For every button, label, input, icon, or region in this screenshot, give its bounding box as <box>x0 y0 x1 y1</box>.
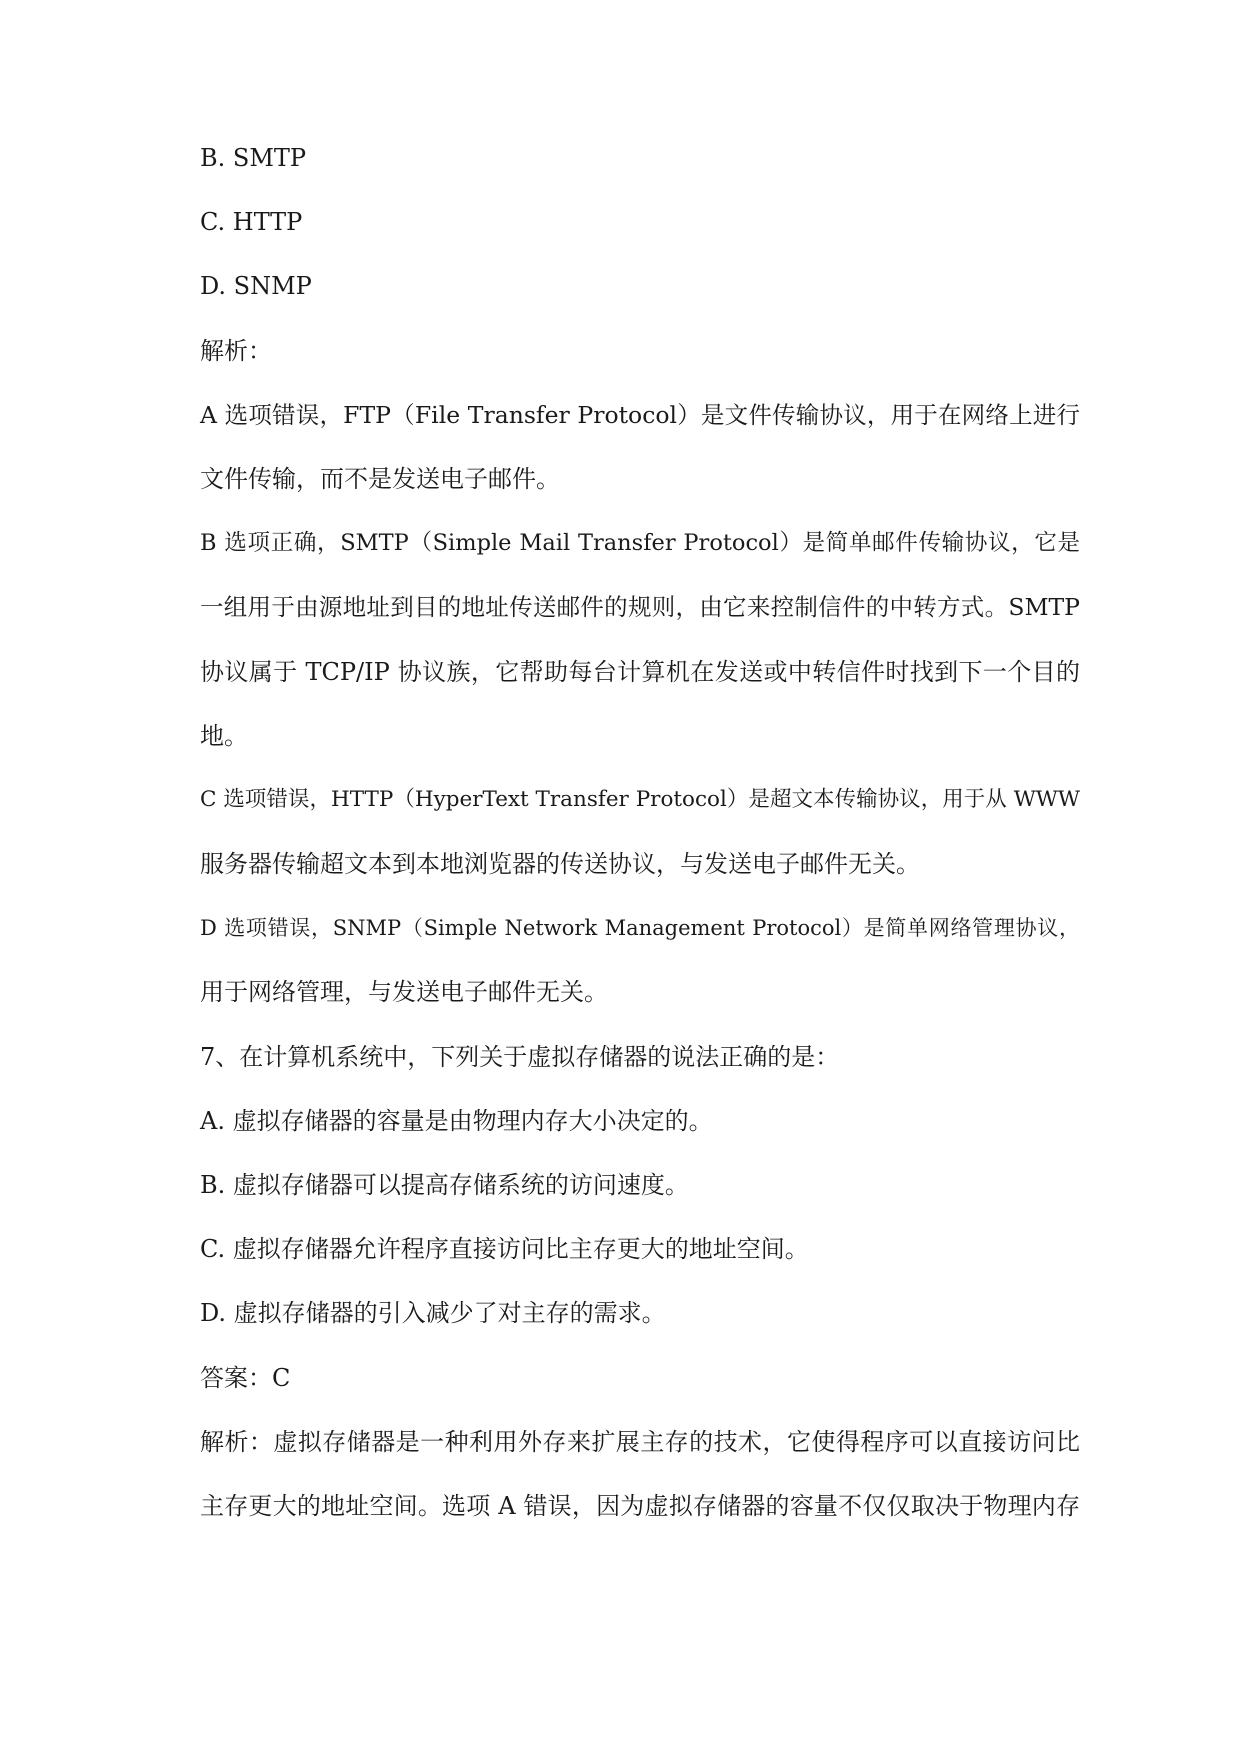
option-c: C. HTTP <box>200 208 303 237</box>
answer: 答案：C <box>200 1363 291 1392</box>
analysis-heading: 解析： <box>200 336 272 365</box>
analysis-line: 解析：虚拟存储器是一种利用外存来扩展主存的技术，它使得程序可以直接访问比 <box>200 1427 1080 1456</box>
question-7-option-d: D. 虚拟存储器的引入减少了对主存的需求。 <box>200 1299 666 1328</box>
analysis-line: C 选项错误，HTTP（HyperText Transfer Protocol）是超文本传输协议，用于从 WWW <box>200 786 1080 812</box>
analysis-line: 用于网络管理，与发送电子邮件无关。 <box>200 978 608 1007</box>
option-d: D. SNMP <box>200 272 312 301</box>
question-7: 7、在计算机系统中，下列关于虚拟存储器的说法正确的是： <box>200 1042 840 1071</box>
analysis-line: 地。 <box>200 721 248 750</box>
document-page <box>200 140 1080 1552</box>
analysis-line: 文件传输，而不是发送电子邮件。 <box>200 464 560 493</box>
analysis-line: 服务器传输超文本到本地浏览器的传送协议，与发送电子邮件无关。 <box>200 850 920 879</box>
analysis-line: 一组用于由源地址到目的地址传送邮件的规则，由它来控制信件的中转方式。SMTP <box>200 593 1080 622</box>
analysis-line: 协议属于 TCP/IP 协议族，它帮助每台计算机在发送或中转信件时找到下一个目的 <box>200 657 1080 686</box>
question-7-option-c: C. 虚拟存储器允许程序直接访问比主存更大的地址空间。 <box>200 1235 809 1264</box>
analysis-line: A 选项错误，FTP（File Transfer Protocol）是文件传输协议，用于在网络上进行 <box>200 400 1080 429</box>
question-7-option-b: B. 虚拟存储器可以提高存储系统的访问速度。 <box>200 1171 689 1199</box>
analysis-line: 主存更大的地址空间。选项 A 错误，因为虚拟存储器的容量不仅仅取决于物理内存 <box>200 1491 1080 1520</box>
analysis-line: D 选项错误，SNMP（Simple Network Management Protocol）是简单网络管理协议， <box>200 916 1080 941</box>
analysis-line: B 选项正确，SMTP（Simple Mail Transfer Protocol）是简单邮件传输协议，它是 <box>200 530 1080 557</box>
option-b: B. SMTP <box>200 144 307 172</box>
question-7-option-a: A. 虚拟存储器的容量是由物理内存大小决定的。 <box>200 1106 713 1135</box>
